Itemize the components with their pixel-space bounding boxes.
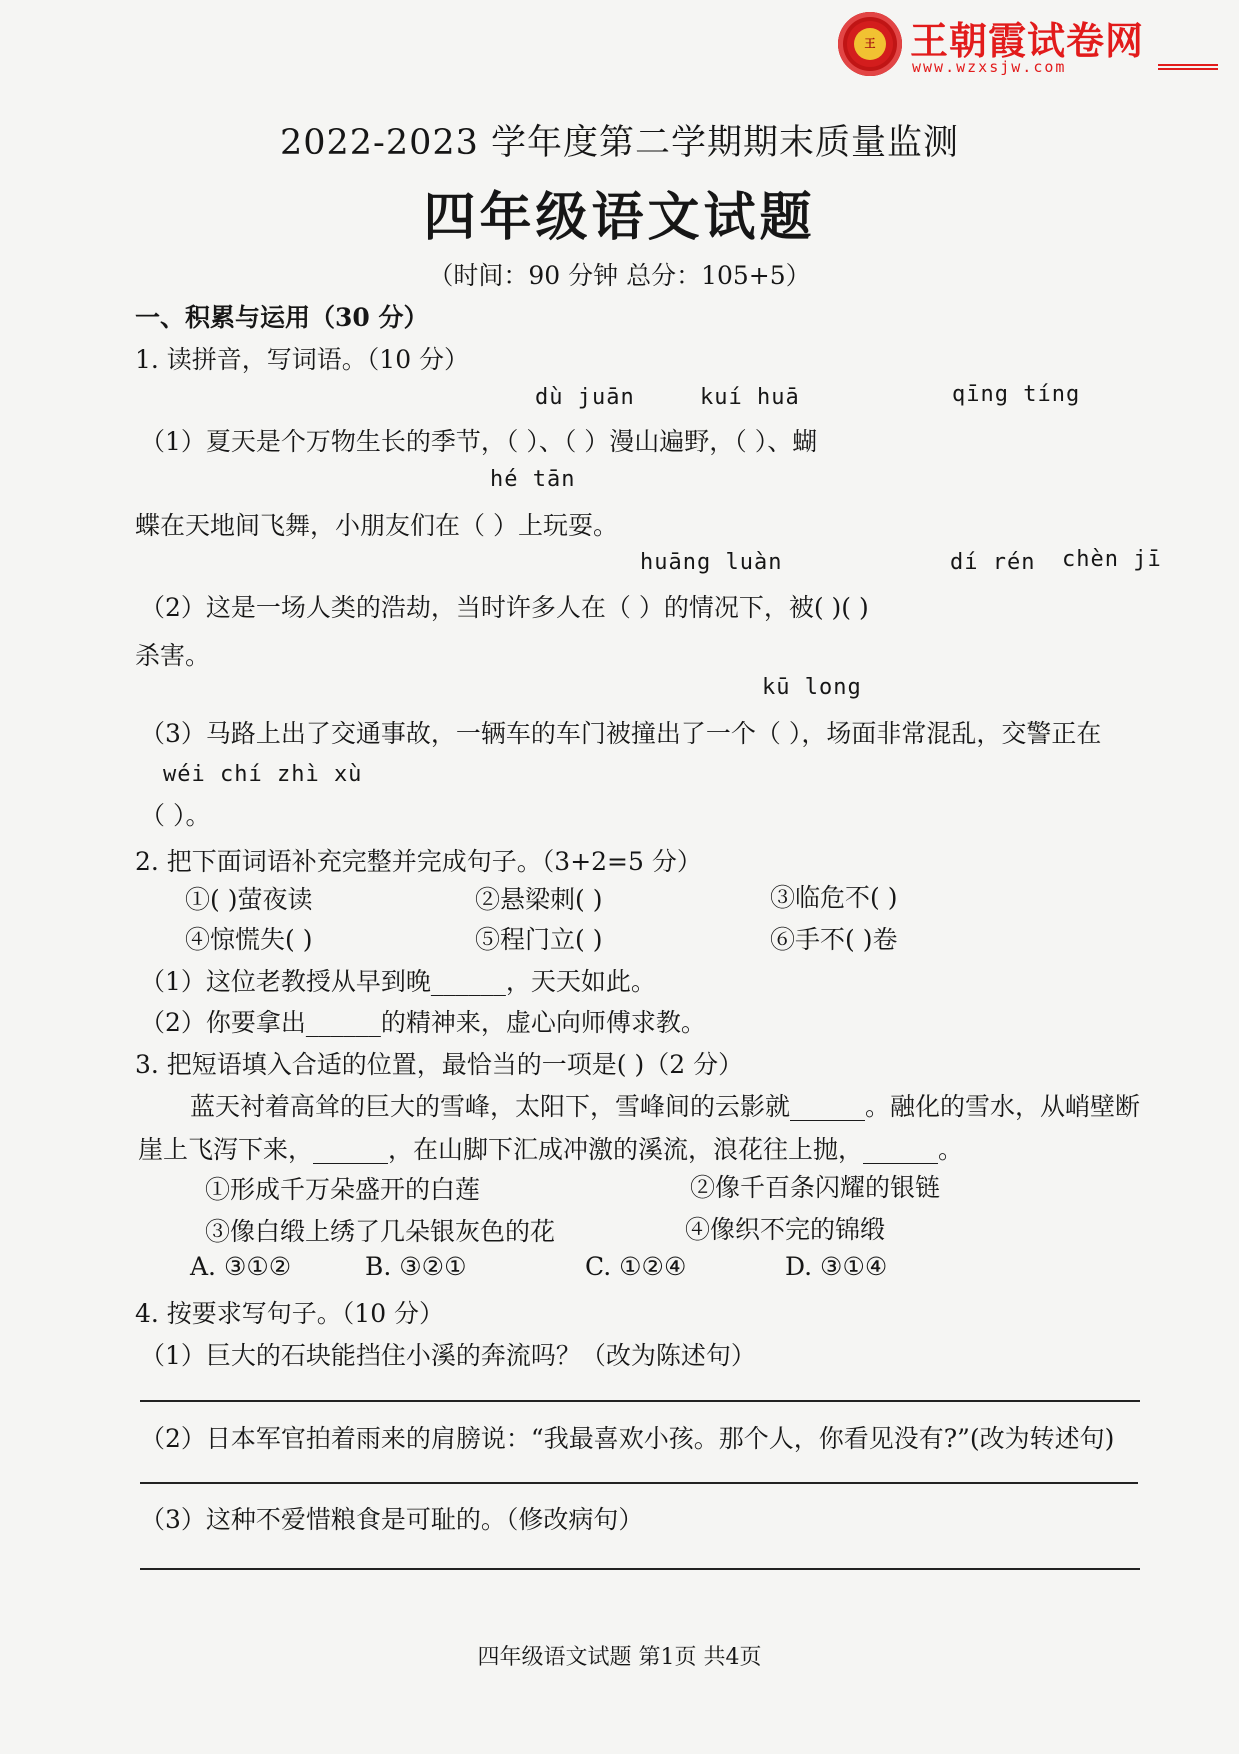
q1-line: （2）这是一场人类的浩劫，当时许多人在（ ）的情况下，被( )( ) xyxy=(140,593,869,622)
answer-line[interactable] xyxy=(140,1400,1140,1402)
q4-stem: 4. 按要求写句子。（10 分） xyxy=(135,1299,445,1328)
pinyin: kū long xyxy=(762,675,862,700)
q3-phrase: ①形成千万朵盛开的白莲 xyxy=(205,1175,481,1204)
q3-stem: 3. 把短语填入合适的位置，最恰当的一项是( )（2 分） xyxy=(135,1050,744,1079)
q1-line: （3）马路上出了交通事故，一辆车的车门被撞出了一个（ ），场面非常混乱，交警正在 xyxy=(140,719,1102,748)
q2-option: ⑥手不( )卷 xyxy=(770,925,898,954)
q2-option: ④惊慌失( ) xyxy=(185,925,313,954)
pinyin: hé tān xyxy=(490,467,576,492)
q4-item: （1）巨大的石块能挡住小溪的奔流吗？（改为陈述句） xyxy=(140,1341,756,1370)
exam-info: （时间：90 分钟 总分：105+5） xyxy=(428,261,811,290)
pinyin: kuí huā xyxy=(700,385,800,410)
q3-choice-d: D. ③①④ xyxy=(785,1252,888,1281)
pinyin: huāng luàn xyxy=(640,550,783,575)
q3-paragraph: 蓝天衬着高耸的巨大的雪峰，太阳下，雪峰间的云影就______。融化的雪水，从峭壁断 xyxy=(190,1092,1141,1121)
seal-icon: 王 xyxy=(838,12,902,76)
q2-stem: 2. 把下面词语补充完整并完成句子。（3+2=5 分） xyxy=(135,847,702,876)
q3-choice-b: B. ③②① xyxy=(365,1252,467,1281)
exam-title: 四年级语文试题 xyxy=(423,187,816,248)
q3-choice-c: C. ①②④ xyxy=(585,1252,687,1281)
q2-option: ①( )萤夜读 xyxy=(185,885,313,914)
q1-line: （ ）。 xyxy=(140,801,211,830)
pinyin: chèn jī xyxy=(1062,547,1162,572)
answer-line[interactable] xyxy=(140,1568,1140,1570)
q3-choice-a: A. ③①② xyxy=(190,1252,292,1281)
answer-line[interactable] xyxy=(140,1482,1138,1484)
q3-phrase: ③像白缎上绣了几朵银灰色的花 xyxy=(205,1217,556,1246)
section-heading: 一、积累与运用（30 分） xyxy=(135,303,429,332)
site-logo[interactable] xyxy=(838,10,1223,82)
q2-sentence: （1）这位老教授从早到晚______，天天如此。 xyxy=(140,967,656,996)
q2-option: ⑤程门立( ) xyxy=(475,925,603,954)
logo-lines-icon xyxy=(1158,64,1218,74)
pinyin: qīng tíng xyxy=(952,382,1081,407)
q4-item: （2）日本军官拍着雨来的肩膀说：“我最喜欢小孩。那个人，你看见没有?”(改为转述句) xyxy=(140,1424,1115,1453)
q1-line: 杀害。 xyxy=(135,641,211,670)
logo-url: www.wzxsjw.com xyxy=(912,58,1067,76)
q3-phrase: ④像织不完的锦缎 xyxy=(685,1215,886,1244)
pinyin: dù juān xyxy=(535,385,635,410)
q3-phrase: ②像千百条闪耀的银链 xyxy=(690,1173,941,1202)
pinyin: wéi chí zhì xù xyxy=(163,762,363,787)
logo-name: 王朝霞试卷网 xyxy=(910,19,1145,63)
pinyin: dí rén xyxy=(950,550,1036,575)
q3-paragraph: 崖上飞泻下来，______，在山脚下汇成冲激的溪流，浪花往上抛，______。 xyxy=(138,1135,964,1164)
page-footer: 四年级语文试题 第1页 共4页 xyxy=(477,1645,762,1670)
q2-option: ③临危不( ) xyxy=(770,883,898,912)
q2-sentence: （2）你要拿出______的精神来，虚心向师傅求教。 xyxy=(140,1008,706,1037)
exam-subtitle: 2022-2023 学年度第二学期期末质量监测 xyxy=(279,123,960,163)
q4-item: （3）这种不爱惜粮食是可耻的。（修改病句） xyxy=(140,1505,644,1534)
q1-line: （1）夏天是个万物生长的季节，（ ）、（ ）漫山遍野，（ ）、蝴 xyxy=(140,427,818,456)
q2-option: ②悬梁刺( ) xyxy=(475,885,603,914)
q1-line: 蝶在天地间飞舞，小朋友们在（ ）上玩耍。 xyxy=(135,511,618,540)
q1-stem: 1. 读拼音，写词语。（10 分） xyxy=(135,345,470,374)
